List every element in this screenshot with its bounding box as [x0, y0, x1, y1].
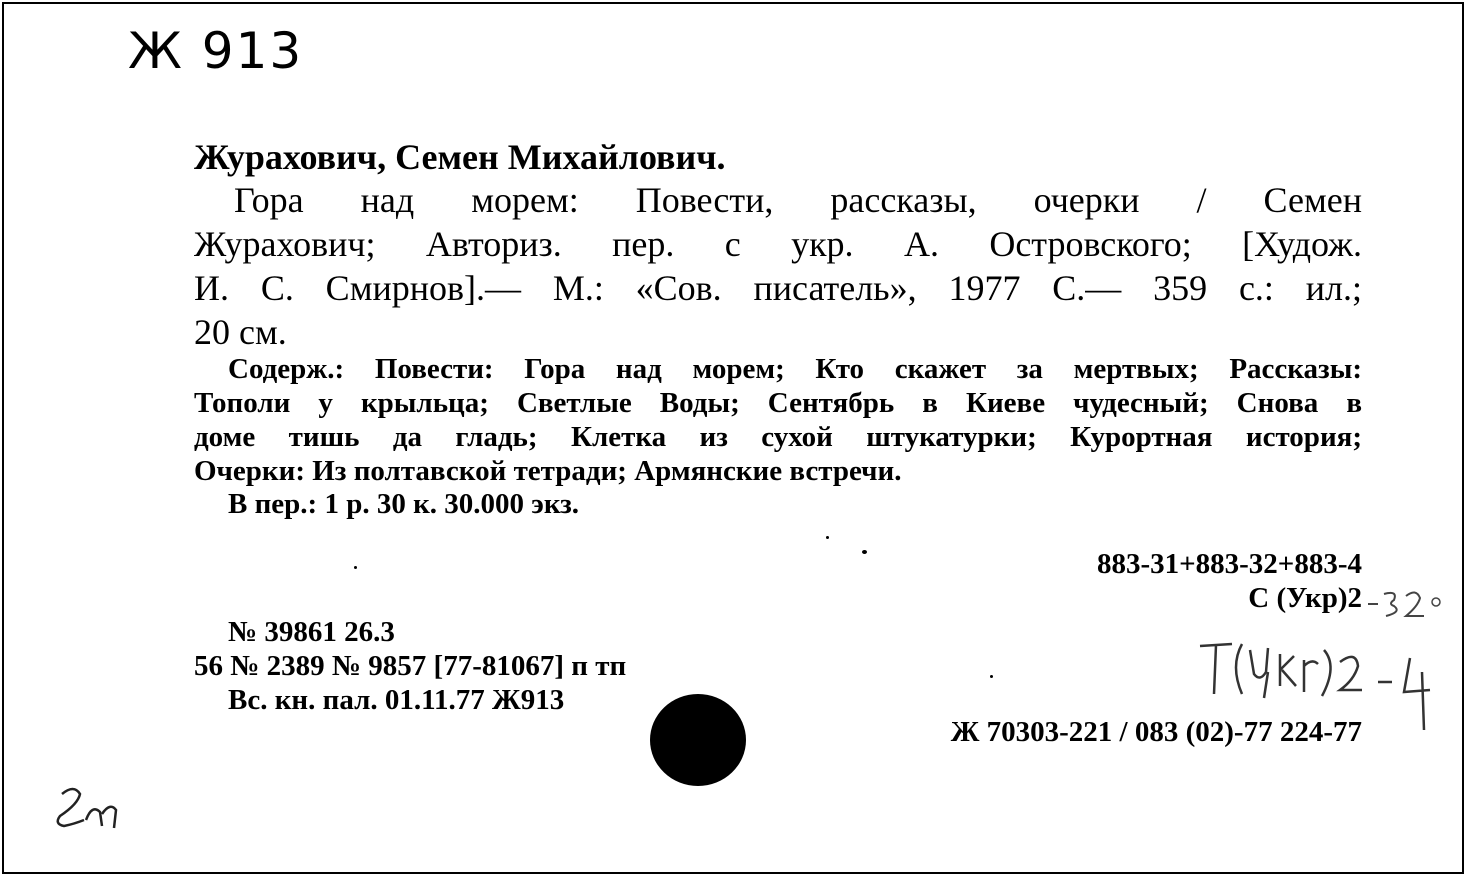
contents-line: Тополи у крыльца; Светлые Воды; Сентябрь в Киеве чудесный; Снова в [194, 387, 1362, 419]
description-line: 20 см. [194, 312, 287, 352]
registry-line: 56 № 2389 № 9857 [77-81067] п тп [194, 650, 627, 682]
speck [826, 536, 829, 539]
description-line: Журахович; Авториз. пер. с укр. А. Островского; [Худож. [194, 224, 1362, 264]
classification-index: 883-31+883-32+883-4 [1096, 548, 1362, 580]
classification-index-2: С (Укр)2 [1248, 582, 1362, 614]
price-note: В пер.: 1 р. 30 к. 30.000 экз. [228, 488, 580, 520]
speck [354, 566, 357, 569]
publisher-code: Ж 70303-221 / 083 (02)-77 224-77 [950, 716, 1362, 748]
call-number: Ж 913 [128, 22, 304, 80]
handwritten-corner-mark [50, 784, 130, 834]
registry-line: Вс. кн. пал. 01.11.77 Ж913 [228, 684, 565, 716]
contents-line: доме тишь да гладь; Клетка из сухой штукатурки; Курортная история; [194, 421, 1362, 453]
contents-note [194, 352, 1362, 488]
registry-line: № 39861 26.3 [228, 616, 395, 648]
contents-line: Очерки: Из полтавской тетради; Армянские встречи. [194, 455, 902, 487]
description-line: Гора над морем: Повести, рассказы, очерки / Семен [234, 180, 1362, 220]
contents-line: Содерж.: Повести: Гора над морем; Кто скажет за мертвых; Рассказы: [228, 353, 1362, 385]
filing-hole [650, 694, 746, 786]
handwritten-shelf-mark [1196, 636, 1446, 736]
handwritten-class-suffix [1364, 586, 1454, 622]
speck [990, 675, 993, 678]
description-line: И. С. Смирнов].— М.: «Сов. писатель», 1977 С.— 359 с.: ил.; [194, 268, 1362, 308]
speck [862, 550, 867, 554]
author-heading: Журахович, Семен Михайлович. [194, 137, 726, 177]
bibliographic-description [194, 178, 1362, 354]
